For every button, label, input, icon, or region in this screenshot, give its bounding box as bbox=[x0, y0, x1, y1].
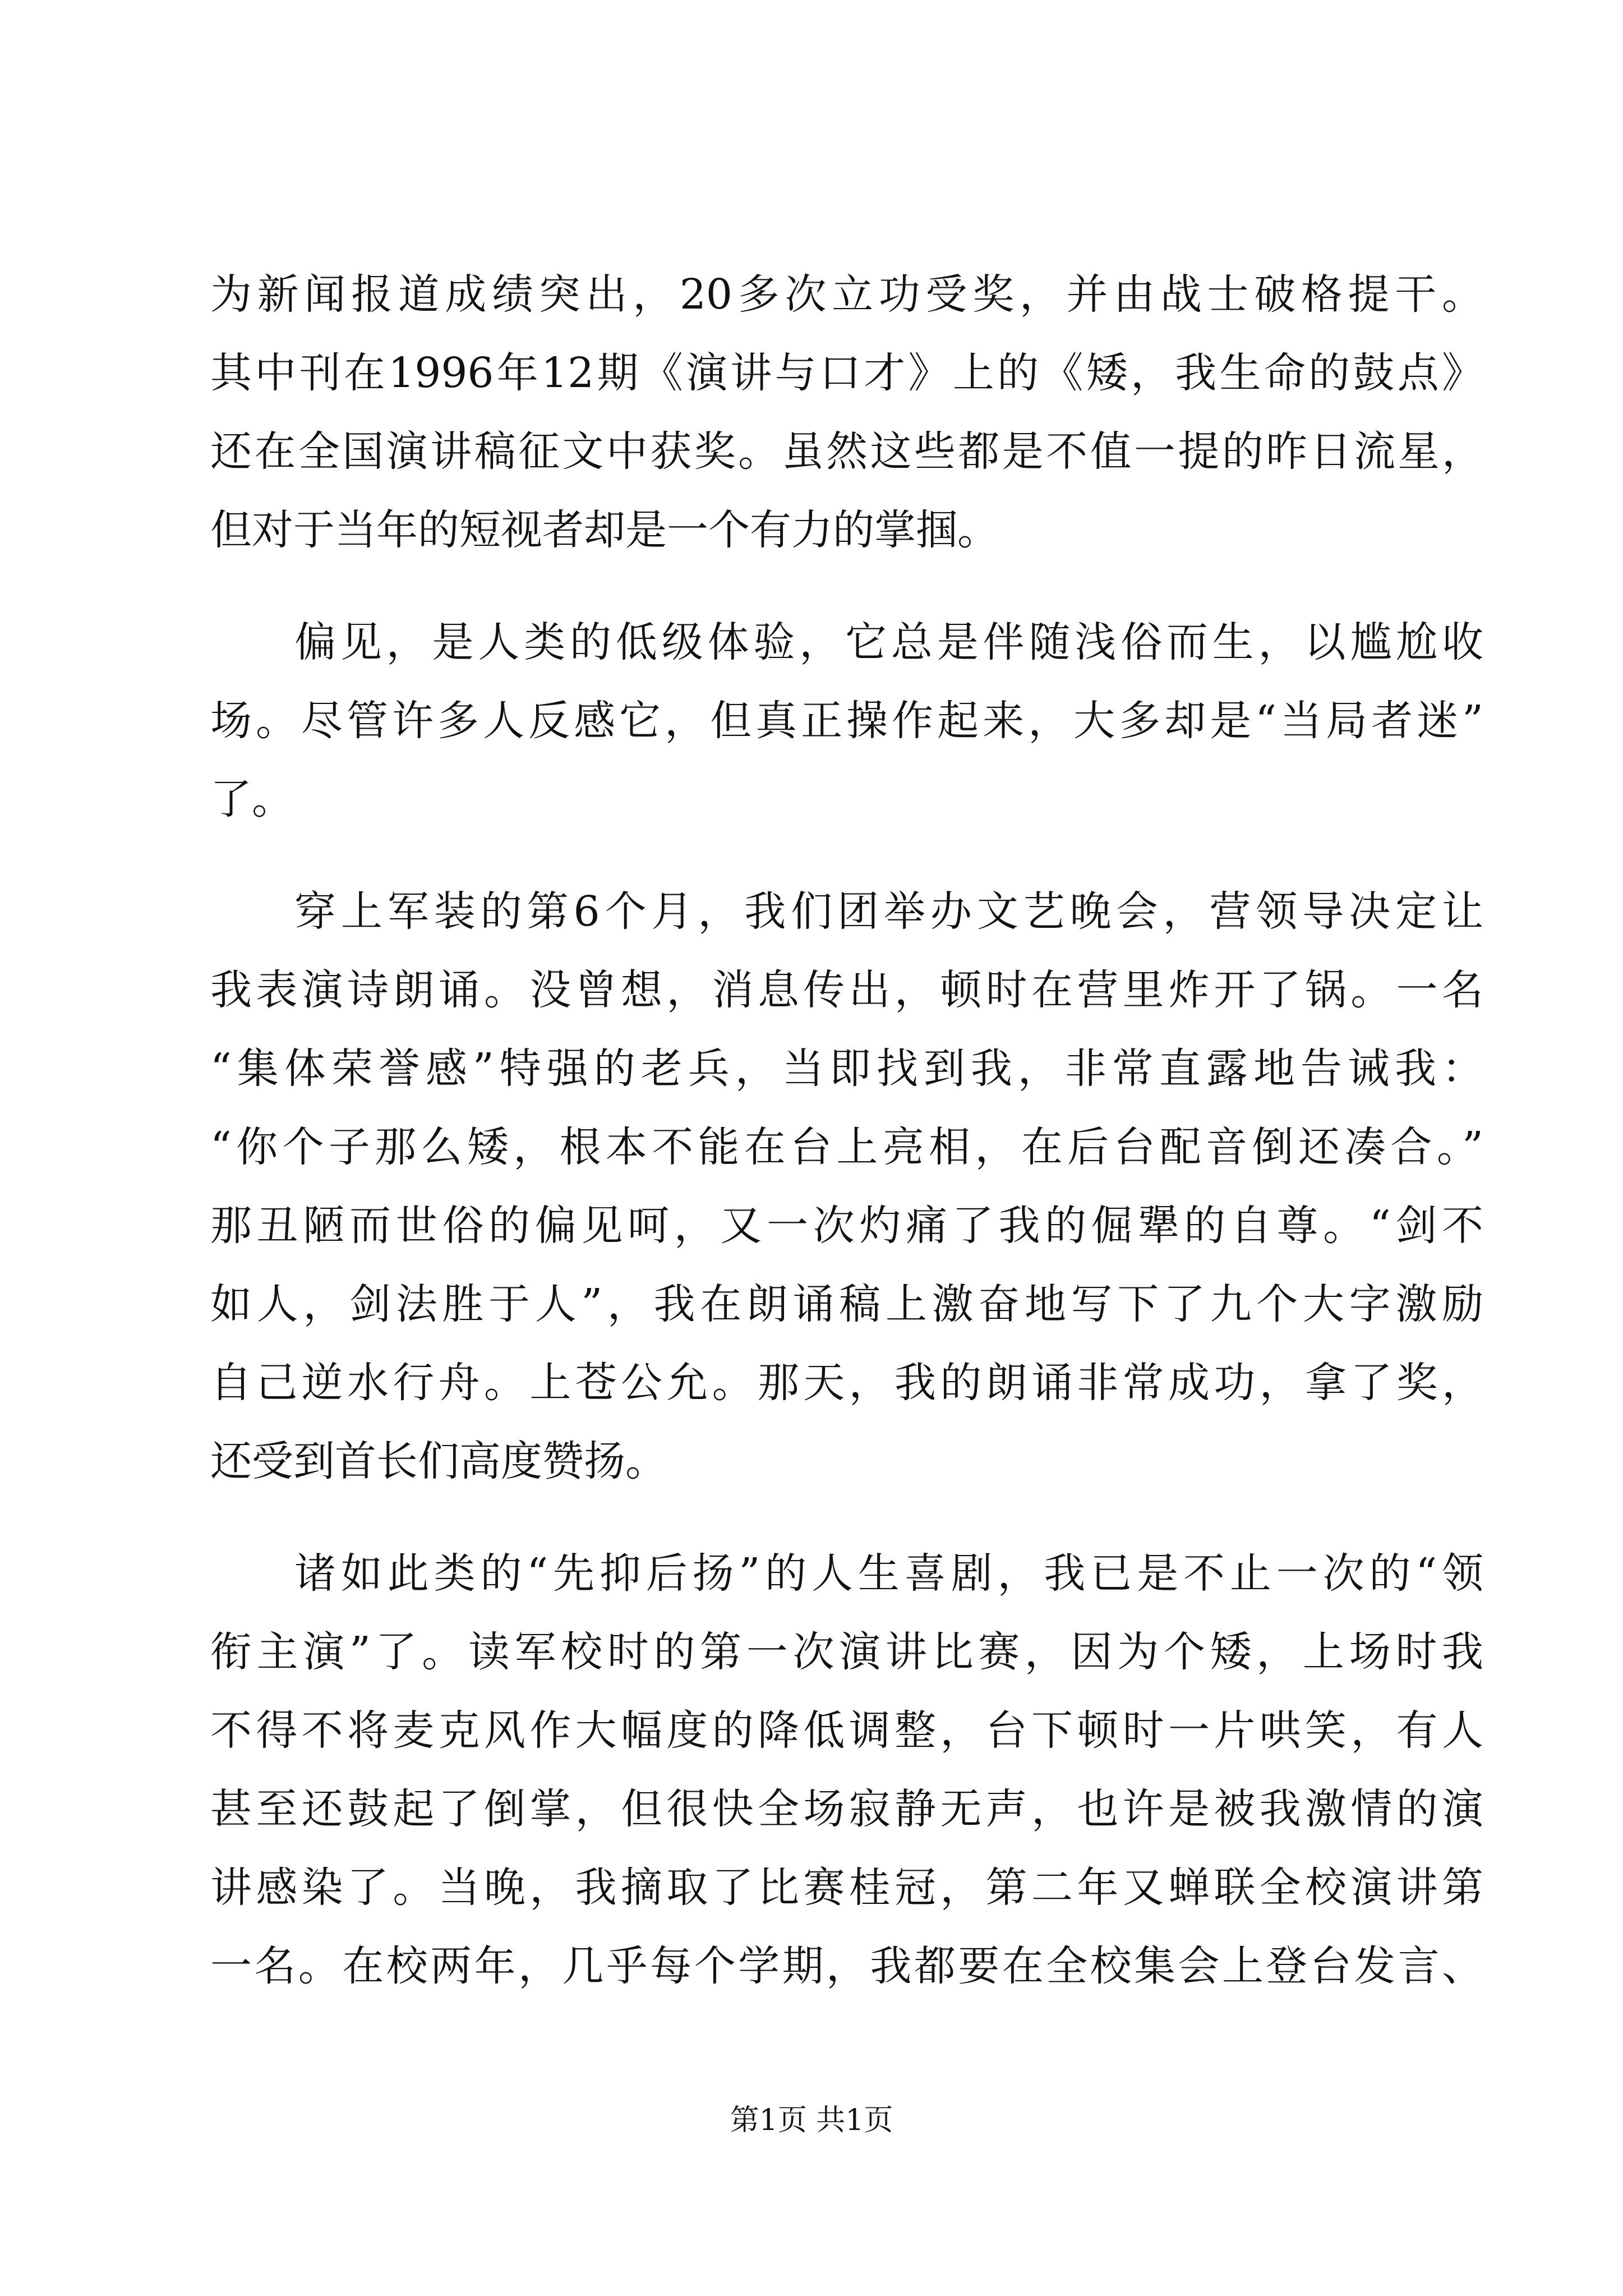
text-line: 场。尽管许多人反感它，但真正操作起来，大多却是“当局者迷” bbox=[210, 697, 1483, 745]
text-line: “你个子那么矮，根本不能在台上亮相，在后台配音倒还凑合。” bbox=[210, 1123, 1483, 1171]
text-line: 但对于当年的短视者却是一个有力的掌掴。 bbox=[210, 506, 999, 554]
text-line: 自己逆水行舟。上苍公允。那天，我的朗诵非常成功，拿了奖， bbox=[210, 1359, 1483, 1407]
body-text bbox=[210, 255, 1483, 2005]
text-line: 还在全国演讲稿征文中获奖。虽然这些都是不值一提的昨日流星， bbox=[210, 427, 1483, 476]
paragraph-first-line: 诸如此类的“先抑后扬”的人生喜剧，我已是不止一次的“领 bbox=[294, 1549, 1483, 1598]
text-line: 为新闻报道成绩突出，20多次立功受奖，并由战士破格提干。 bbox=[210, 270, 1483, 319]
text-line: 讲感染了。当晚，我摘取了比赛桂冠，第二年又蝉联全校演讲第 bbox=[210, 1864, 1483, 1912]
paragraph-first-line: 穿上军装的第6个月，我们团举办文艺晚会，营领导决定让 bbox=[294, 887, 1483, 936]
page-footer: 第1页 共1页 bbox=[730, 2104, 893, 2137]
text-line: 那丑陋而世俗的偏见呵，又一次灼痛了我的倔犟的自尊。“剑不 bbox=[210, 1202, 1483, 1250]
text-line: “集体荣誉感”特强的老兵，当即找到我，非常直露地告诫我： bbox=[210, 1045, 1483, 1093]
text-line: 了。 bbox=[210, 775, 293, 823]
text-line: 一名。在校两年，几乎每个学期，我都要在全校集会上登台发言、 bbox=[210, 1942, 1483, 1990]
text-line: 甚至还鼓起了倒掌，但很快全场寂静无声，也许是被我激情的演 bbox=[210, 1785, 1483, 1833]
paragraph-first-line: 偏见，是人类的低级体验，它总是伴随浅俗而生，以尴尬收 bbox=[294, 618, 1483, 666]
text-line: 如人，剑法胜于人”，我在朗诵稿上激奋地写下了九个大字激励 bbox=[210, 1280, 1483, 1328]
text-line: 不得不将麦克风作大幅度的降低调整，台下顿时一片哄笑，有人 bbox=[210, 1706, 1483, 1755]
text-line: 其中刊在1996年12期《演讲与口才》上的《矮，我生命的鼓点》 bbox=[210, 349, 1483, 397]
text-line: 衔主演”了。读军校时的第一次演讲比赛，因为个矮，上场时我 bbox=[210, 1628, 1483, 1676]
text-line: 我表演诗朗诵。没曾想，消息传出，顿时在营里炸开了锅。一名 bbox=[210, 966, 1483, 1014]
text-line: 还受到首长们高度赞扬。 bbox=[210, 1437, 667, 1485]
